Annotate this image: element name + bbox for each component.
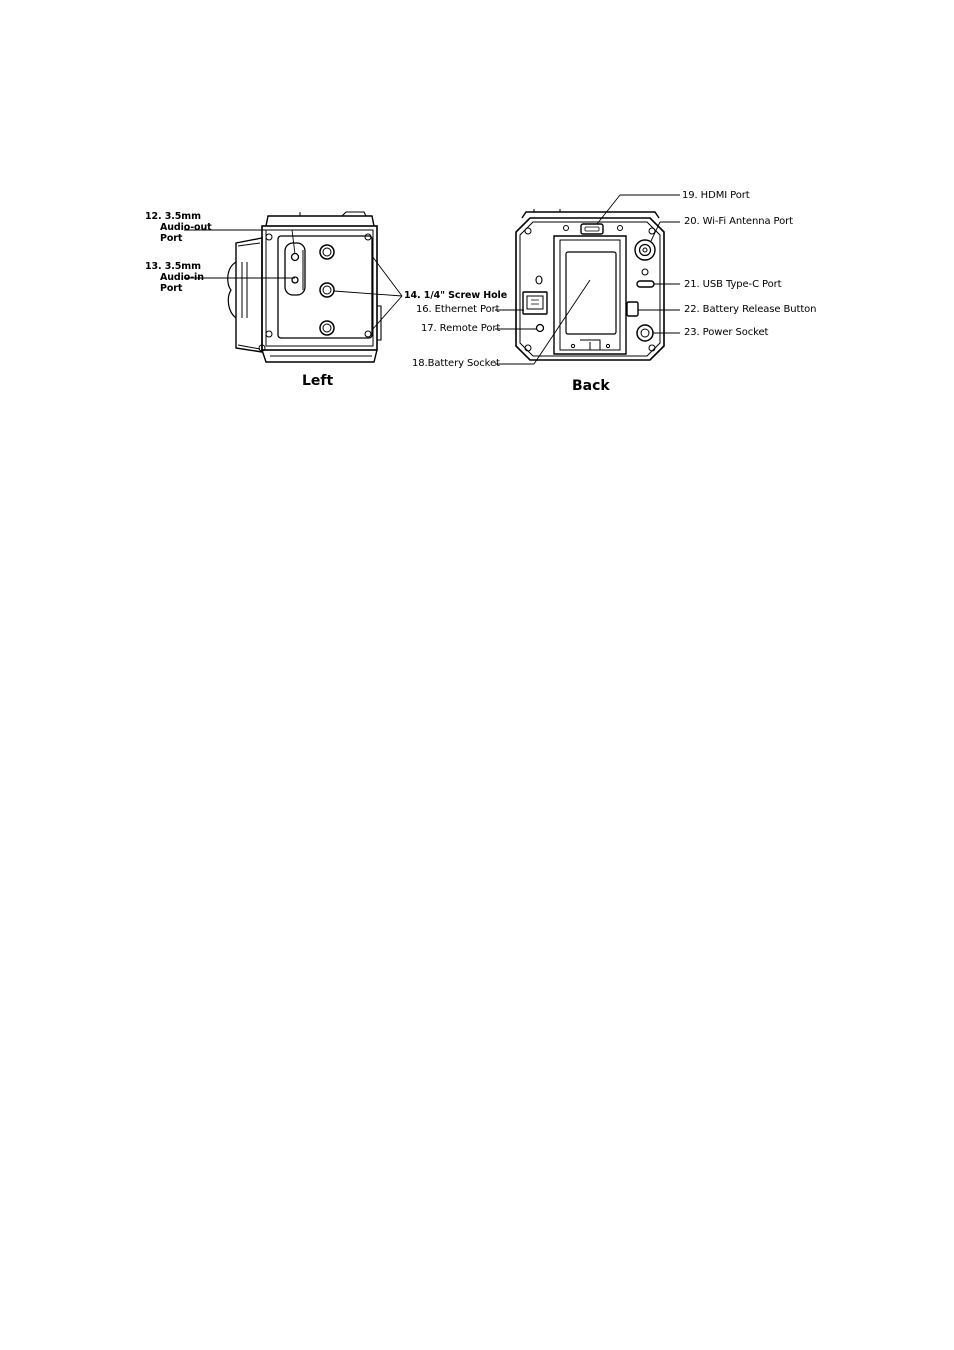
audio-out-jack: [292, 254, 299, 261]
left-leader-lines: [184, 230, 402, 330]
left-top-rail: [266, 216, 374, 226]
label-screw-hole: 14. 1/4" Screw Hole: [404, 290, 508, 301]
label-ethernet-port: 16. Ethernet Port: [416, 304, 500, 315]
label-audio-in-line3: Port: [160, 283, 183, 294]
label-audio-in-line2: Audio-in: [160, 272, 204, 283]
label-power-socket: 23. Power Socket: [684, 327, 769, 338]
remote-port: [537, 325, 544, 332]
battery-release-button: [627, 302, 638, 316]
back-top-rail: [522, 212, 659, 218]
power-socket: [637, 325, 653, 341]
screw-hole-top: [320, 245, 334, 259]
left-lens-housing: [236, 238, 262, 352]
screw-hole-middle: [320, 283, 334, 297]
label-remote-port: 17. Remote Port: [421, 323, 501, 334]
usb-type-c-port: [637, 281, 654, 287]
label-usb-type-c-port: 21. USB Type-C Port: [684, 279, 782, 290]
label-wifi-antenna-port: 20. Wi-Fi Antenna Port: [684, 216, 793, 227]
hdmi-port: [581, 224, 603, 234]
left-view-camera: [228, 212, 381, 362]
label-hdmi-port: 19. HDMI Port: [682, 190, 750, 201]
wifi-antenna-port: [635, 240, 655, 260]
label-audio-out-line1: 12. 3.5mm: [145, 211, 201, 222]
label-audio-out-line2: Audio-out: [160, 222, 212, 233]
view-title-back: Back: [572, 378, 610, 394]
left-lens-grip: [228, 262, 236, 318]
screw-hole-bottom: [320, 321, 334, 335]
battery-socket: [554, 236, 626, 354]
back-body: [516, 218, 664, 360]
label-battery-socket: 18.Battery Socket: [412, 358, 500, 369]
label-audio-in-line1: 13. 3.5mm: [145, 261, 201, 272]
back-view-camera: [516, 209, 664, 360]
label-audio-out-line3: Port: [160, 233, 183, 244]
view-title-left: Left: [302, 373, 334, 389]
label-battery-release-button: 22. Battery Release Button: [684, 304, 817, 315]
left-body: [262, 226, 377, 350]
